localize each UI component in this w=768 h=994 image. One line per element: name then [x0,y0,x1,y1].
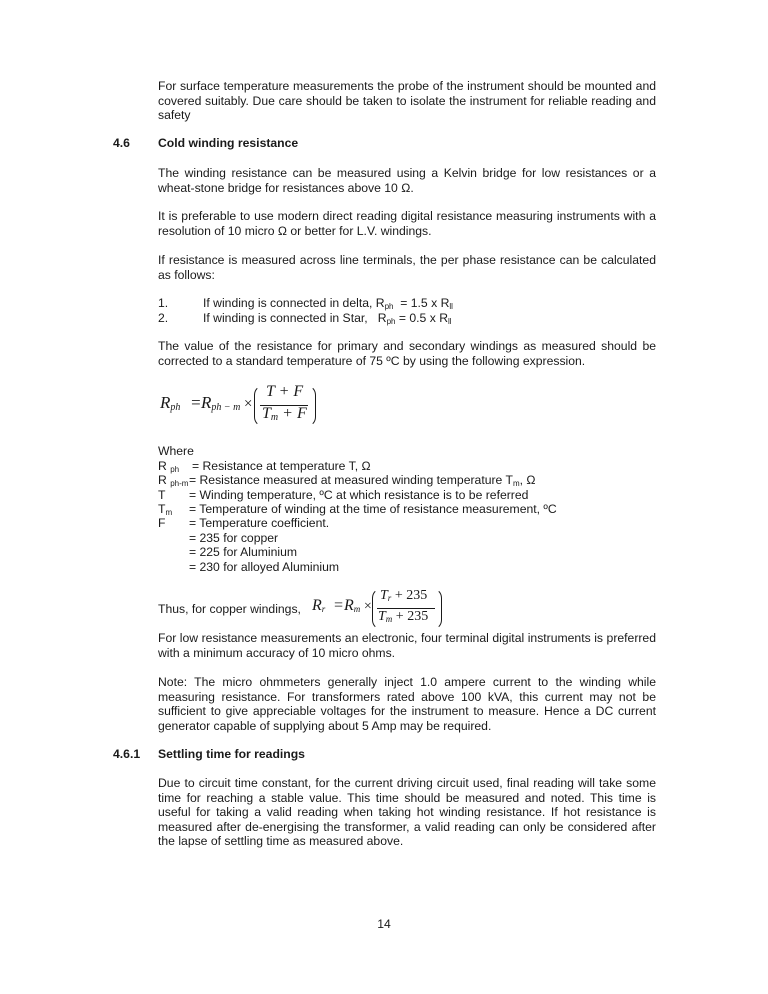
where-symbol: R $_{ph-m}$ [158,473,189,488]
paragraph-note-micro-ohmmeters: Note: The micro ohmmeters generally inject 1.0 ampere current to the winding while measuring resistance. For transformers rated above 100 kVA, this current may not be sufficient to give appreciable voltages for the instrument to measure. Hence a DC current generator capable of supplying about 5 Amp may be required. [158,675,656,733]
paragraph-line-terminals: If resistance is measured across line terminals, the per phase resistance can be calculated as follows: [158,253,656,282]
list-text: If winding is connected in Star, R [203,311,387,325]
where-description: = Temperature of winding at the time of resistance measurement, ºC [189,502,557,516]
where-description: = Temperature coefficient. [189,516,330,530]
formula-denominator: $T_m + 235$ [378,609,429,624]
list-sub2: ll [448,317,452,326]
list-number: 2. [158,311,169,325]
formula-times: × [243,396,254,412]
paragraph-kelvin-bridge: The winding resistance can be measured using a Kelvin bridge for low resistances or a wheat-stone bridge for resistances above 10 Ω. [158,166,656,195]
subsection-title: Settling time for readings [158,747,305,761]
where-description: = Winding temperature, ºC at which resistance is to be referred [189,488,529,502]
list-item [158,311,168,326]
formula-equals: = [190,393,202,412]
list-rest: = 1.5 x R [393,296,450,310]
list-number: 1. [158,296,169,310]
where-label: Where [158,444,194,458]
formula-rhs: $R_m$ [344,597,361,614]
where-symbol: R $_{ph}$ [158,459,180,474]
thus-text: Thus, for copper windings, [158,602,301,616]
formula-numerator: T + F [266,383,304,400]
intro-paragraph: For surface temperature measurements the probe of the instrument should be mounted and covered suitably. Due care should be taken to isolate the instrument for reliable reading and safety [158,79,656,123]
formula-lhs: $R_{ph}$ [160,393,181,413]
where-description: = Resistance measured at measured winding temperature $T_m$, Ω [189,473,536,488]
list-sub: ph [386,317,396,326]
formula-denominator: $T_m + F$ [262,405,307,423]
formula-rhs: $R_{ph - m}$ [201,393,241,413]
formula-equals: = [333,597,344,614]
paragraph-digital-instruments: It is preferable to use modern direct reading digital resistance measuring instruments with a resolution of 10 micro Ω or better for L.V. windings. [158,209,656,238]
resistance-correction-formula [158,383,328,429]
list-text: If winding is connected in delta, R [203,296,385,310]
paragraph-low-resistance: For low resistance measurements an electronic, four terminal digital instruments is preferred with a minimum accuracy of 10 micro ohms. [158,631,656,660]
list-rest: = 0.5 x R [395,311,448,325]
formula-numerator: $T_r + 235$ [380,588,428,603]
page-number: 14 [377,917,391,931]
coefficient-alloyed-aluminium: = 230 for alloyed Aluminium [189,560,340,574]
where-symbol: F [158,516,166,530]
coefficient-copper: = 235 for copper [189,531,279,545]
where-description: = Resistance at temperature T, Ω [192,459,371,473]
where-symbol: T [158,488,166,502]
list-sub: ph [384,302,394,311]
copper-correction-formula [308,586,448,632]
paragraph-temperature-correction: The value of the resistance for primary and secondary windings as measured should be corrected to a standard temperature of 75 ºC by using the following expression. [158,339,656,368]
section-number: 4.6 [113,136,130,150]
coefficient-aluminium: = 225 for Aluminium [189,545,298,559]
list-sub2: ll [449,302,453,311]
where-symbol: $T_m$ [158,502,173,517]
formula-lhs: $R_r$ [312,597,326,614]
paragraph-settling-time: Due to circuit time constant, for the current driving circuit used, final reading will take some time for reaching a stable value. This time should be measured and noted. This time is useful for taking a valid reading when taking hot winding resistance. If hot resistance is measured after de-energising the transformer, a valid reading can only be considered after the lapse of settling time as measured above. [158,776,656,849]
subsection-number: 4.6.1 [113,747,141,761]
list-item-text [203,311,452,330]
list-item [158,296,168,311]
section-title: Cold winding resistance [158,136,299,150]
formula-times: × [363,599,373,614]
